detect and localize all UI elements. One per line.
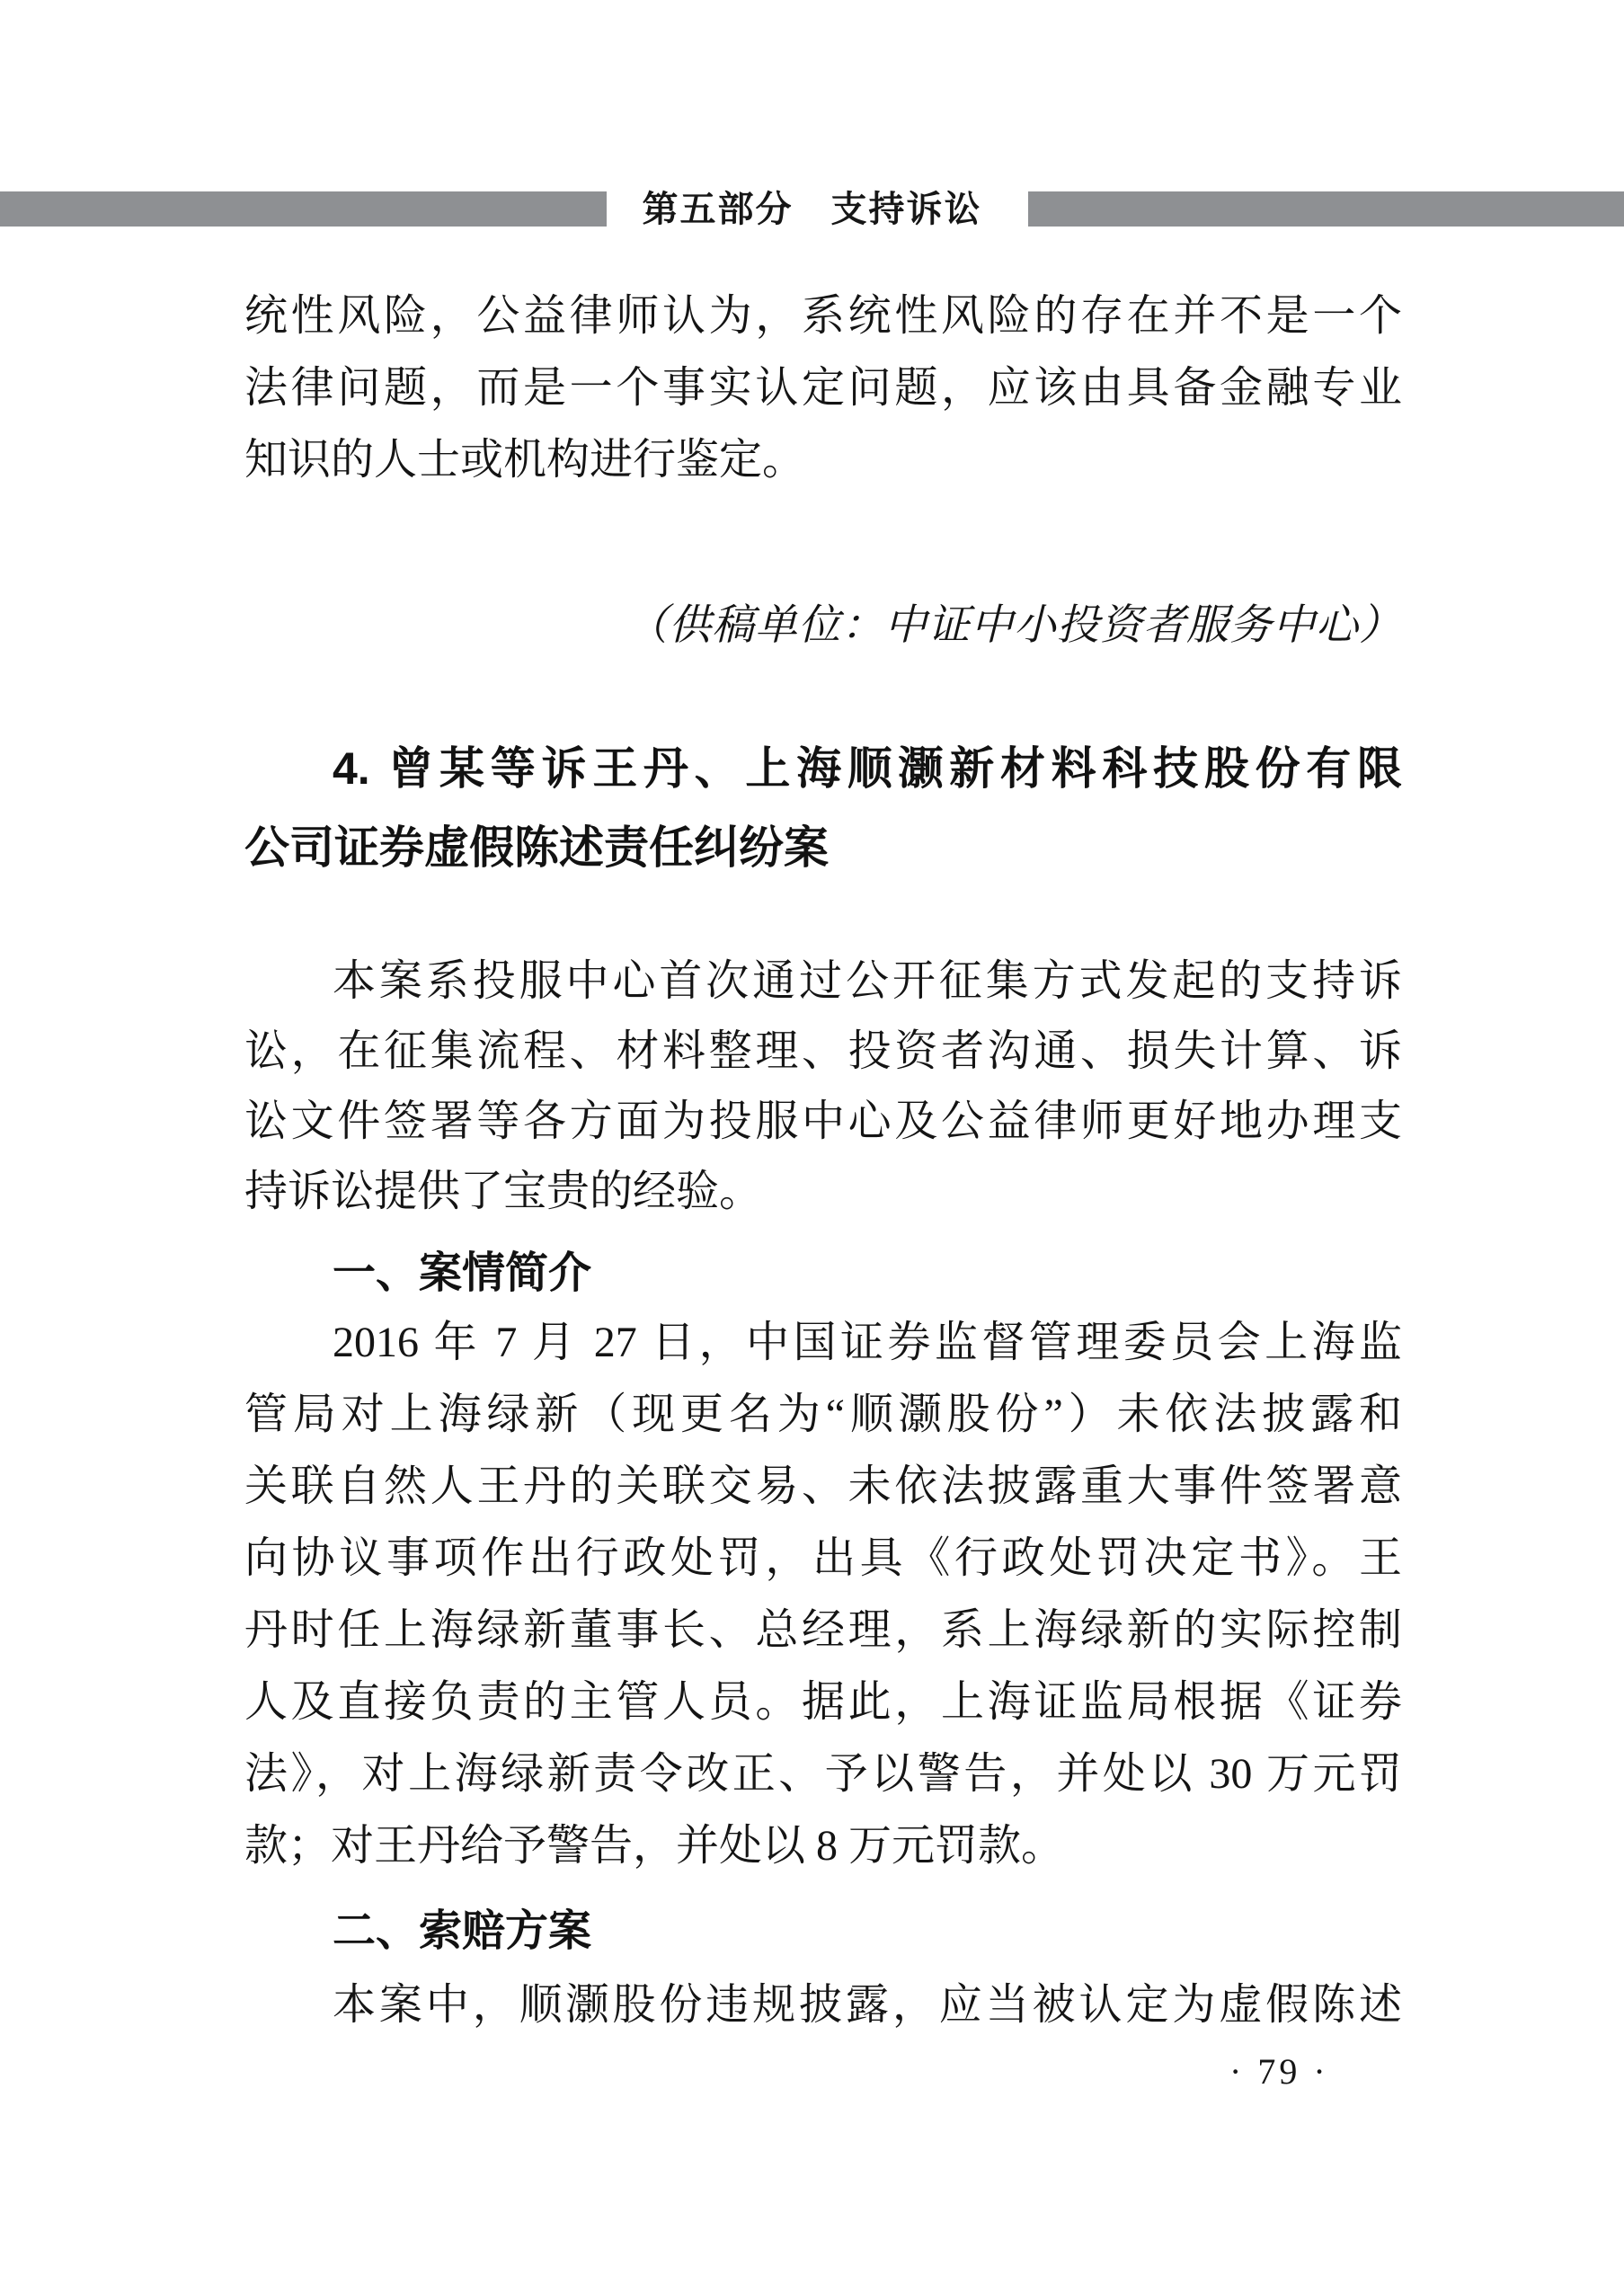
paragraph-continued bbox=[244, 280, 1402, 496]
case-section-heading bbox=[244, 729, 1402, 887]
case-heading-line-2: 公司证券虚假陈述责任纠纷案 bbox=[244, 822, 829, 873]
paragraph-line: 关联自然人王丹的关联交易、未依法披露重大事件签署意 bbox=[244, 1462, 1402, 1510]
intro-paragraph bbox=[244, 947, 1402, 1227]
paragraph-line: 款；对王丹给予警告，并处以 8 万元罚款。 bbox=[244, 1822, 1065, 1870]
running-header-title: 第五部分 支持诉讼 bbox=[642, 190, 982, 229]
paragraph-line: 讼文件签署等各方面为投服中心及公益律师更好地办理支 bbox=[244, 1098, 1402, 1145]
paragraph-line: 本案系投服中心首次通过公开征集方式发起的支持诉 bbox=[333, 957, 1402, 1005]
subheading-claim-plan: 二、索赔方案 bbox=[333, 1907, 592, 1955]
paragraph-line: 法》，对上海绿新责令改正、予以警告，并处以 30 万元罚 bbox=[244, 1750, 1402, 1798]
paragraph-line: 统性风险，公益律师认为，系统性风险的存在并不是一个 bbox=[244, 292, 1402, 340]
claim-plan-paragraph bbox=[244, 1969, 1402, 2041]
paragraph-line: 管局对上海绿新（现更名为“顺灏股份”）未依法披露和 bbox=[244, 1391, 1402, 1438]
paragraph-line: 向协议事项作出行政处罚，出具《行政处罚决定书》。王 bbox=[244, 1534, 1402, 1582]
page-number: · 79 · bbox=[1229, 2051, 1329, 2092]
paragraph-line: 人及直接负责的主管人员。据此，上海证监局根据《证券 bbox=[244, 1678, 1402, 1726]
paragraph-line: 法律问题，而是一个事实认定问题，应该由具备金融专业 bbox=[244, 364, 1402, 412]
subheading-case-brief: 一、案情简介 bbox=[333, 1249, 592, 1297]
case-brief-paragraph bbox=[244, 1307, 1402, 1882]
paragraph-line: 讼，在征集流程、材料整理、投资者沟通、损失计算、诉 bbox=[244, 1027, 1402, 1075]
paragraph-line: 持诉讼提供了宝贵的经验。 bbox=[244, 1168, 763, 1215]
attribution-line: （供稿单位：中证中小投资者服务中心） bbox=[626, 602, 1402, 649]
paragraph-line: 知识的人士或机构进行鉴定。 bbox=[244, 436, 806, 484]
paragraph-line: 本案中，顺灏股份违规披露，应当被认定为虚假陈述 bbox=[333, 1981, 1402, 2029]
case-heading-line-1: 4. 曾某等诉王丹、上海顺灏新材料科技股份有限 bbox=[333, 743, 1402, 794]
paragraph-line: 丹时任上海绿新董事长、总经理，系上海绿新的实际控制 bbox=[244, 1606, 1402, 1654]
paragraph-line: 2016 年 7 月 27 日，中国证券监督管理委员会上海监 bbox=[333, 1319, 1402, 1366]
